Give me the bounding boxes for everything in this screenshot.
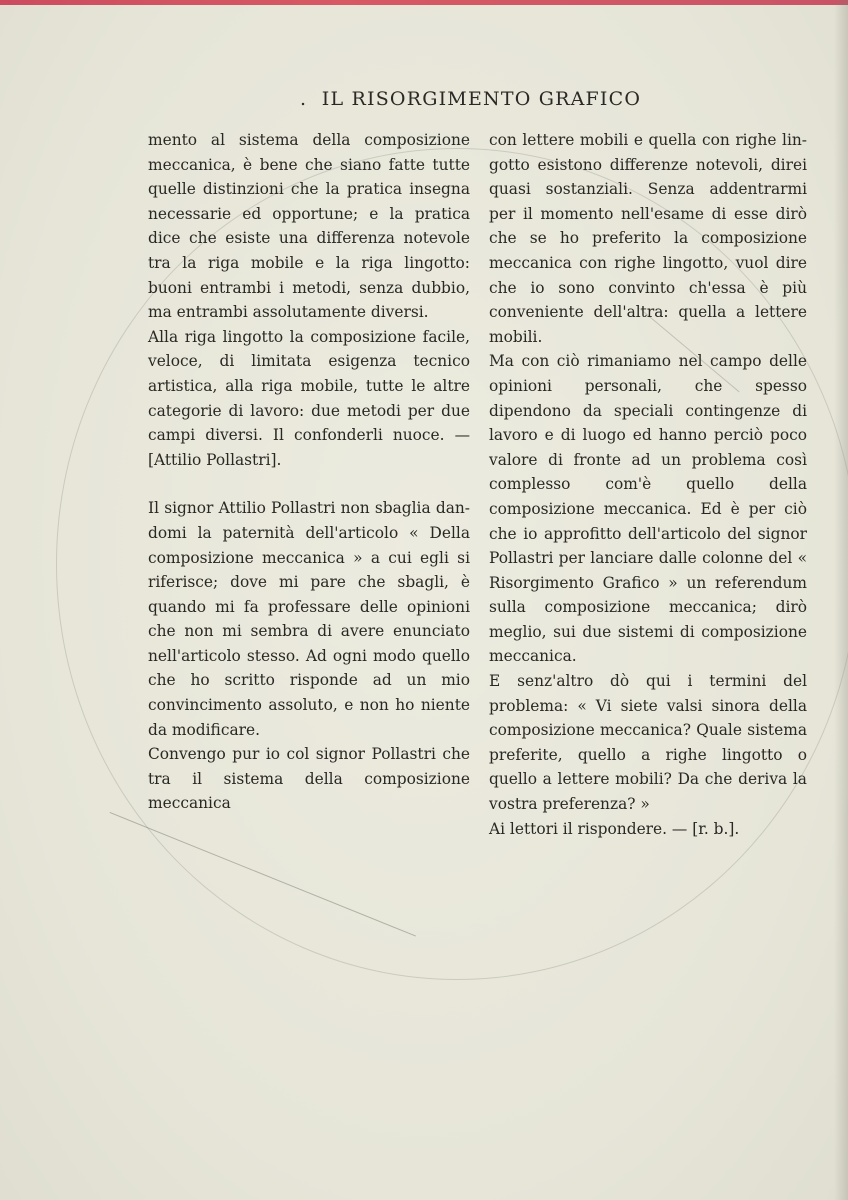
header-dot: . — [300, 88, 308, 110]
paragraph: Ma con ciò rimaniamo nel campo delle opinioni personali, che spesso dipendono da speciali contingenze di lavoro e di luogo ed hanno perciò poco valore di fronte ad un problema così complesso com'è quello della composizione meccanica. Ed è per ciò che io approfitto dell'articolo del signor Pollastri per lanciare dalle colonne del « Risorgimento Grafico » un referendum sulla composizione meccanica; dirò meglio, sui due sistemi di composizione meccanica. — [489, 352, 807, 666]
running-header — [300, 88, 640, 110]
paragraph: mento al sistema della composizione meccanica, è bene che siano fatte tutte quelle distinzioni che la pratica insegna necessarie ed opportune; e la pratica dice che esiste una differenza notevole tra la riga mobile e la riga lingotto: buoni entrambi i metodi, senza dubbio, ma entrambi assolutamente diversi. — [148, 131, 470, 322]
page-top-edge — [0, 0, 848, 5]
paragraph: Alla riga lingotto la composizione facile, veloce, di limitata esigenza tecnico artistica, alla riga mobile, tutte le altre categorie di lavoro: due metodi per due campi diversi. Il confonderli nuoce. — [Attilio Pollastri]. — [148, 327, 470, 469]
page-right-edge-shadow — [834, 0, 848, 1200]
right-column — [489, 128, 807, 841]
paragraph: Il signor Attilio Pollastri non sbaglia dandomi la paternità dell'articolo « Della composizione meccanica » a cui egli si riferisce; dove mi pare che sbagli, è quando mi fa professare delle opinioni che non mi sembra di avere enunciato nell'articolo stesso. Ad ogni modo quello che ho scritto risponde ad un mio convincimento assoluto, e non ho niente da modificare. — [148, 499, 470, 739]
page-title: IL RISORGIMENTO GRAFICO — [321, 88, 642, 110]
paragraph: con lettere mobili e quella con righe lingotto esistono differenze notevoli, direi quasi sostanziali. Senza addentrarmi per il momento nell'esame di esse dirò che se ho preferito la composizione meccanica con righe lingotto, vuol dire che io sono convinto ch'essa è più conveniente dell'altra: quella a lettere mobili. — [489, 131, 807, 346]
left-column — [148, 128, 470, 816]
paragraph: Convengo pur io col signor Pollastri che tra il sistema della composizione meccanica — [148, 745, 470, 813]
paragraph: E senz'altro dò qui i termini del problema: « Vi siete valsi sinora della composizione meccanica? Quale sistema preferite, quello a righe lingotto o quello a lettere mobili? Da che deriva la vostra preferenza? » — [489, 672, 807, 814]
paper-scratch-line — [110, 812, 416, 937]
paragraph: Ai lettori il rispondere. — [r. b.]. — [489, 819, 740, 838]
